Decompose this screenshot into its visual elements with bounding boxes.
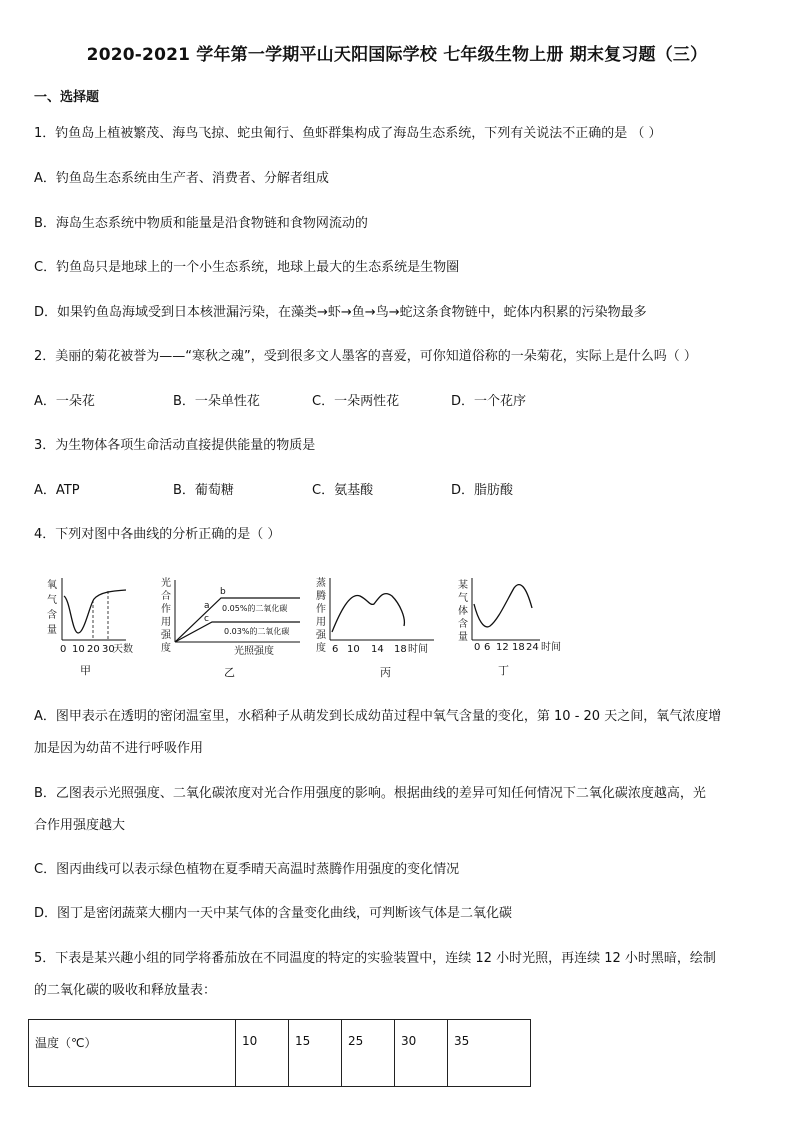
yi-ylabel-1: 合 bbox=[161, 591, 171, 602]
bing-ylabel-0: 蒸 bbox=[316, 578, 326, 589]
question-3-stem: 3．为生物体各项生命活动直接提供能量的物质是 bbox=[34, 438, 316, 453]
table-cell: 35 bbox=[448, 1020, 531, 1087]
page-title: 2020-2021 学年第一学期平山天阳国际学校 七年级生物上册 期末复习题（三） bbox=[86, 45, 708, 65]
yi-point-b: b bbox=[220, 587, 226, 597]
question-4-figures bbox=[34, 574, 574, 682]
table-cell: 10 bbox=[236, 1020, 289, 1087]
bing-tick-6: 6 bbox=[332, 644, 339, 655]
jia-tick-20: 20 bbox=[87, 644, 100, 655]
ding-tick-24: 24 bbox=[526, 642, 539, 653]
jia-tick-10: 10 bbox=[72, 644, 85, 655]
bing-ylabel-1: 腾 bbox=[316, 591, 326, 602]
ding-ylabel-2: 体 bbox=[458, 606, 468, 617]
figure-ding bbox=[458, 578, 561, 677]
question-1-option-d: D．如果钓鱼岛海域受到日本核泄漏污染，在藻类→虾→鱼→鸟→蛇这条食物链中，蛇体内积累的污染物最多 bbox=[34, 305, 647, 320]
question-4-option-c: C．图丙曲线可以表示绿色植物在夏季晴天高温时蒸腾作用强度的变化情况 bbox=[34, 862, 460, 877]
yi-ylabel-0: 光 bbox=[161, 578, 171, 589]
ding-curve bbox=[474, 585, 532, 627]
bing-ylabel-5: 度 bbox=[316, 643, 326, 654]
question-1-option-b: B．海岛生态系统中物质和能量是沿食物链和食物网流动的 bbox=[34, 216, 368, 231]
ding-ylabel-0: 某 bbox=[458, 580, 468, 591]
question-3-option-b: B．葡萄糖 bbox=[173, 483, 234, 498]
bing-tick-14: 14 bbox=[371, 644, 384, 655]
bing-ylabel-2: 作 bbox=[316, 604, 326, 615]
jia-tick-0: 0 bbox=[60, 644, 67, 655]
question-5-stem-line1: 5．下表是某兴趣小组的同学将番茄放在不同温度的特定的实验装置中，连续 12 小时光照，再连续 12 小时黑暗，绘制 bbox=[34, 951, 716, 966]
question-4-option-b-line1: B．乙图表示光照强度、二氧化碳浓度对光合作用强度的影响。根据曲线的差异可知任何情况下二氧化碳浓度越高，光 bbox=[34, 786, 706, 801]
ding-caption: 丁 bbox=[498, 664, 509, 677]
section-heading: 一、选择题 bbox=[34, 90, 100, 105]
ding-tick-6: 6 bbox=[484, 642, 491, 653]
question-1-option-a: A．钓鱼岛生态系统由生产者、消费者、分解者组成 bbox=[34, 171, 329, 186]
yi-curve-low-label: 0.03%的二氧化碳 bbox=[224, 627, 290, 636]
ding-ylabel-1: 气 bbox=[458, 593, 468, 604]
bing-curve bbox=[332, 594, 404, 632]
question-1-stem: 1．钓鱼岛上植被繁茂、海鸟飞掠、蛇虫匍行、鱼虾群集构成了海岛生态系统，下列有关说法不正确的是 （ ） bbox=[34, 126, 662, 141]
table-cell: 15 bbox=[289, 1020, 342, 1087]
bing-tick-18: 18 bbox=[394, 644, 407, 655]
ding-tick-0: 0 bbox=[474, 642, 481, 653]
temperature-table bbox=[28, 1019, 531, 1087]
yi-xlabel: 光照强度 bbox=[234, 646, 274, 657]
jia-ylabel-2: 含 bbox=[47, 610, 57, 621]
question-4-option-a-line1: A．图甲表示在透明的密闭温室里，水稻种子从萌发到长成幼苗过程中氧气含量的变化，第 10 - 20 天之间，氧气浓度增 bbox=[34, 709, 722, 724]
yi-ylabel-4: 强 bbox=[161, 630, 171, 641]
jia-curve bbox=[64, 590, 126, 633]
question-4-option-d: D．图丁是密闭蔬菜大棚内一天中某气体的含量变化曲线，可判断该气体是二氧化碳 bbox=[34, 906, 513, 921]
question-2-stem: 2．美丽的菊花被誉为——“寒秋之魂”，受到很多文人墨客的喜爱，可你知道俗称的一朵菊花，实际上是什么吗（ ） bbox=[34, 349, 697, 364]
bing-xlabel: 时间 bbox=[408, 644, 428, 655]
yi-ylabel-5: 度 bbox=[161, 643, 171, 654]
bing-tick-10: 10 bbox=[347, 644, 360, 655]
ding-tick-18: 18 bbox=[512, 642, 525, 653]
ding-xlabel: 时间 bbox=[541, 642, 561, 653]
bing-ylabel-3: 用 bbox=[316, 617, 326, 628]
jia-xlabel: 天数 bbox=[113, 644, 133, 655]
figures-svg bbox=[34, 574, 574, 682]
table-cell: 25 bbox=[342, 1020, 395, 1087]
figure-bing bbox=[316, 576, 434, 679]
yi-point-a: a bbox=[204, 601, 210, 611]
question-2-option-d: D．一个花序 bbox=[451, 394, 527, 409]
question-3-option-c: C．氨基酸 bbox=[312, 483, 374, 498]
figure-jia bbox=[47, 578, 133, 677]
figure-yi bbox=[161, 576, 300, 679]
yi-curve-high-label: 0.05%的二氧化碳 bbox=[222, 604, 288, 613]
yi-point-c: c bbox=[204, 614, 209, 624]
ding-ylabel-4: 量 bbox=[458, 632, 468, 643]
question-3-option-d: D．脂肪酸 bbox=[451, 483, 514, 498]
jia-tick-30: 30 bbox=[102, 644, 115, 655]
jia-ylabel-3: 量 bbox=[47, 625, 57, 636]
table-header-cell: 温度（℃） bbox=[29, 1020, 236, 1087]
jia-caption: 甲 bbox=[80, 664, 91, 677]
question-3-option-a: A．ATP bbox=[34, 483, 80, 498]
jia-ylabel-0: 氧 bbox=[47, 580, 57, 591]
question-2-option-b: B．一朵单性花 bbox=[173, 394, 260, 409]
question-2-option-c: C．一朵两性花 bbox=[312, 394, 400, 409]
question-4-option-a-line2: 加是因为幼苗不进行呼吸作用 bbox=[34, 741, 204, 756]
yi-ylabel-3: 用 bbox=[161, 617, 171, 628]
question-1-option-c: C．钓鱼岛只是地球上的一个小生态系统，地球上最大的生态系统是生物圈 bbox=[34, 260, 460, 275]
question-4-stem: 4．下列对图中各曲线的分析正确的是（ ） bbox=[34, 527, 281, 542]
jia-ylabel-1: 气 bbox=[47, 595, 57, 606]
question-5-stem-line2: 的二氧化碳的吸收和释放量表： bbox=[34, 983, 217, 998]
bing-ylabel-4: 强 bbox=[316, 630, 326, 641]
yi-caption: 乙 bbox=[224, 666, 235, 679]
bing-caption: 丙 bbox=[380, 666, 391, 679]
question-4-option-b-line2: 合作用强度越大 bbox=[34, 818, 126, 833]
ding-tick-12: 12 bbox=[496, 642, 509, 653]
table-row bbox=[29, 1020, 531, 1087]
ding-ylabel-3: 含 bbox=[458, 619, 468, 630]
table-cell: 30 bbox=[395, 1020, 448, 1087]
yi-ylabel-2: 作 bbox=[161, 604, 171, 615]
question-2-option-a: A．一朵花 bbox=[34, 394, 95, 409]
